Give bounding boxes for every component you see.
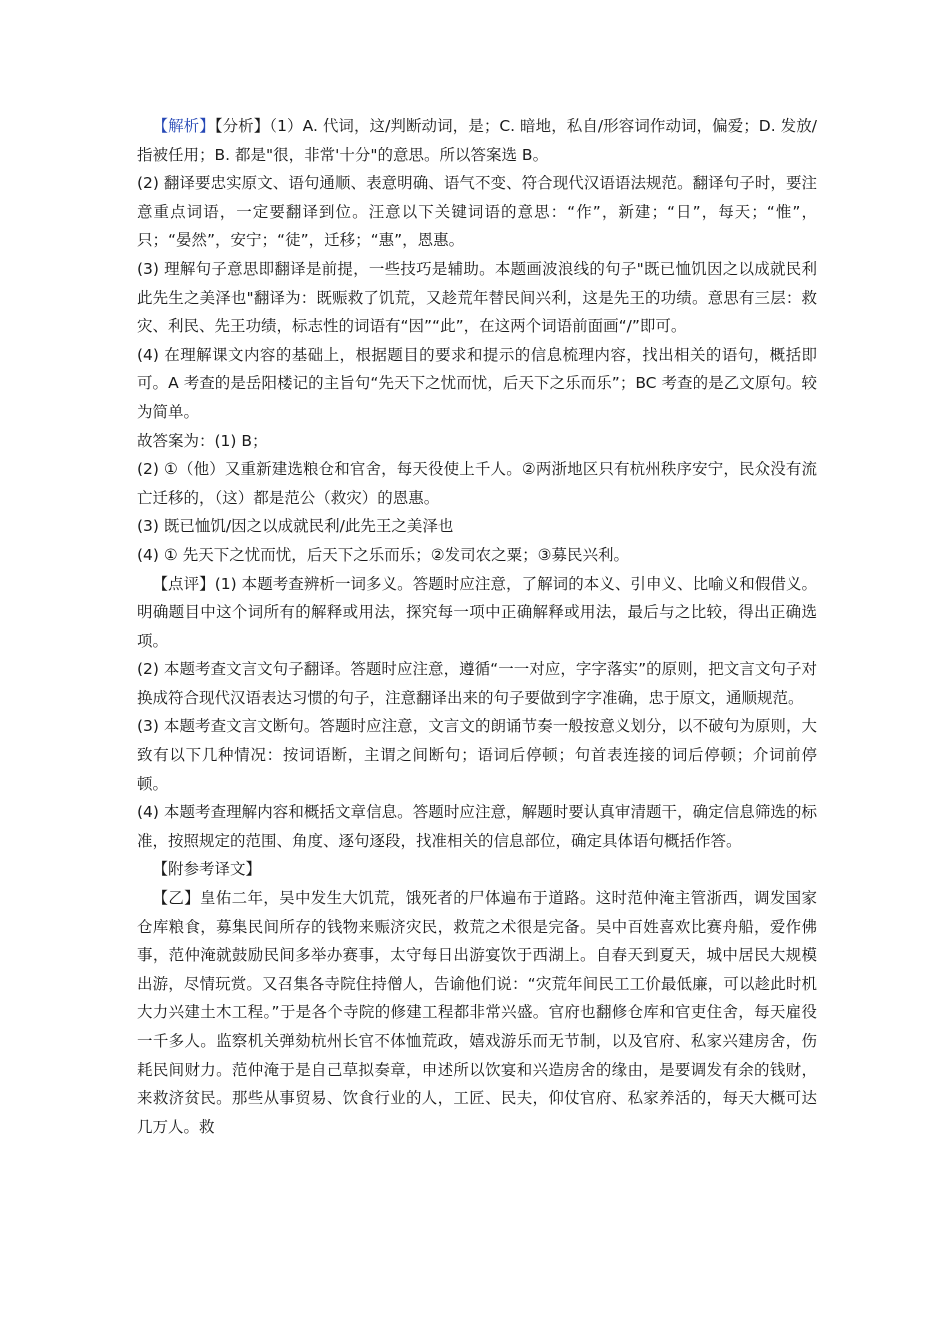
page-content [137, 112, 817, 1141]
comment-1: 【点评】(1) 本题考查辨析一词多义。答题时应注意，了解词的本义、引申义、比喻义和假借义。明确题目中这个词所有的解释或用法，探究每一项中正确解释或用法，最后与之比较，得出正确选项。 [137, 574, 817, 650]
analysis-paragraph-4: (4) 在理解课文内容的基础上，根据题目的要求和提示的信息梳理内容，找出相关的语句，概括即可。A 考查的是岳阳楼记的主旨句“先天下之忧而忧，后天下之乐而乐”；BC 考查的是乙文原句。较为简单。 [137, 345, 817, 421]
analysis-paragraph-1 [137, 112, 817, 169]
translation-body: 【乙】皇佑二年，吴中发生大饥荒，饿死者的尸体遍布于道路。这时范仲淹主管浙西，调发国家仓库粮食，募集民间所存的钱物来赈济灾民，救荒之术很是完备。吴中百姓喜欢比赛舟船，爱作佛事，范仲淹就鼓励民间多举办赛事，太守每日出游宴饮于西湖上。自春天到夏天，城中居民大规模出游，尽情玩赏。又召集各寺院住持僧人，告谕他们说：“灾荒年间民工工价最低廉，可以趁此时机大力兴建土木工程。”于是各个寺院的修建工程都非常兴盛。官府也翻修仓库和官吏住舍，每天雇役一千多人。监察机关弹劾杭州长官不体恤荒政，嬉戏游乐而无节制，以及官府、私家兴建房舍，伤耗民间财力。范仲淹于是自己草拟奏章，申述所以饮宴和兴造房舍的缘由，是要调发有余的钱财，来救济贫民。那些从事贸易、饮食行业的人，工匠、民夫，仰仗官府、私家养活的，每天大概可达几万人。救 [137, 889, 817, 1136]
translation-heading: 【附参考译文】 [152, 860, 262, 879]
answer-3: (3) 既已恤饥/因之以成就民利/此先王之美泽也 [137, 517, 454, 536]
analysis-paragraph-2: (2) 翻译要忠实原文、语句通顺、表意明确、语气不变、符合现代汉语语法规范。翻译句子时，要注意重点词语，一定要翻译到位。汪意以下关键词语的意思：“作”，新建；“日”，每天；“惟”，只；“晏然”，安宁；“徒”，迁移；“惠”，恩惠。 [137, 174, 817, 250]
answer-4: (4) ① 先天下之忧而忧，后天下之乐而乐；②发司农之粟；③募民兴利。 [137, 545, 629, 564]
analysis-text-1: 【分析】（1）A. 代词，这/判断动词，是；C. 暗地，私自/形容词作动词，偏爱；D. 发放/指被任用；B. 都是"很，非常'十分"的意思。所以答案选 B。 [137, 117, 817, 164]
comment-2: (2) 本题考查文言文句子翻译。答题时应注意，遵循“一一对应，字字落实”的原则，把文言文句子对换成符合现代汉语表达习惯的句子，注意翻译出来的句子要做到字字准确，忠于原文，通顺规范。 [137, 660, 817, 707]
answer-2: (2) ①（他）又重新建选粮仓和官舍，每天役使上千人。②两浙地区只有杭州秩序安宁，民众没有流亡迁移的，（这）都是范公（救灾）的恩惠。 [137, 460, 817, 507]
comment-4: (4) 本题考查理解内容和概括文章信息。答题时应注意，解题时要认真审清题干，确定信息筛选的标准，按照规定的范围、角度、逐句逐段，找准相关的信息部位，确定具体语句概括作答。 [137, 803, 817, 850]
answer-1: 故答案为：(1) B； [137, 431, 268, 450]
analysis-paragraph-3: (3) 理解句子意思即翻译是前提，一些技巧是辅助。本题画波浪线的句子"既已恤饥因之以成就民利此先生之美泽也"翻译为：既赈救了饥荒，又趁荒年替民间兴利，这是先王的功绩。意思有三层：救灾、利民、先王功绩，标志性的词语有“因”“此”，在这两个词语前面画“/”即可。 [137, 259, 817, 336]
comment-3: (3) 本题考查文言文断句。答题时应注意，文言文的朗诵节奏一般按意义划分，以不破句为原则，大致有以下几种情况：按词语断，主谓之间断句；语词后停顿；句首表连接的词后停顿；介词前停顿。 [137, 717, 817, 793]
analysis-tag: 【解析】 [152, 117, 215, 135]
